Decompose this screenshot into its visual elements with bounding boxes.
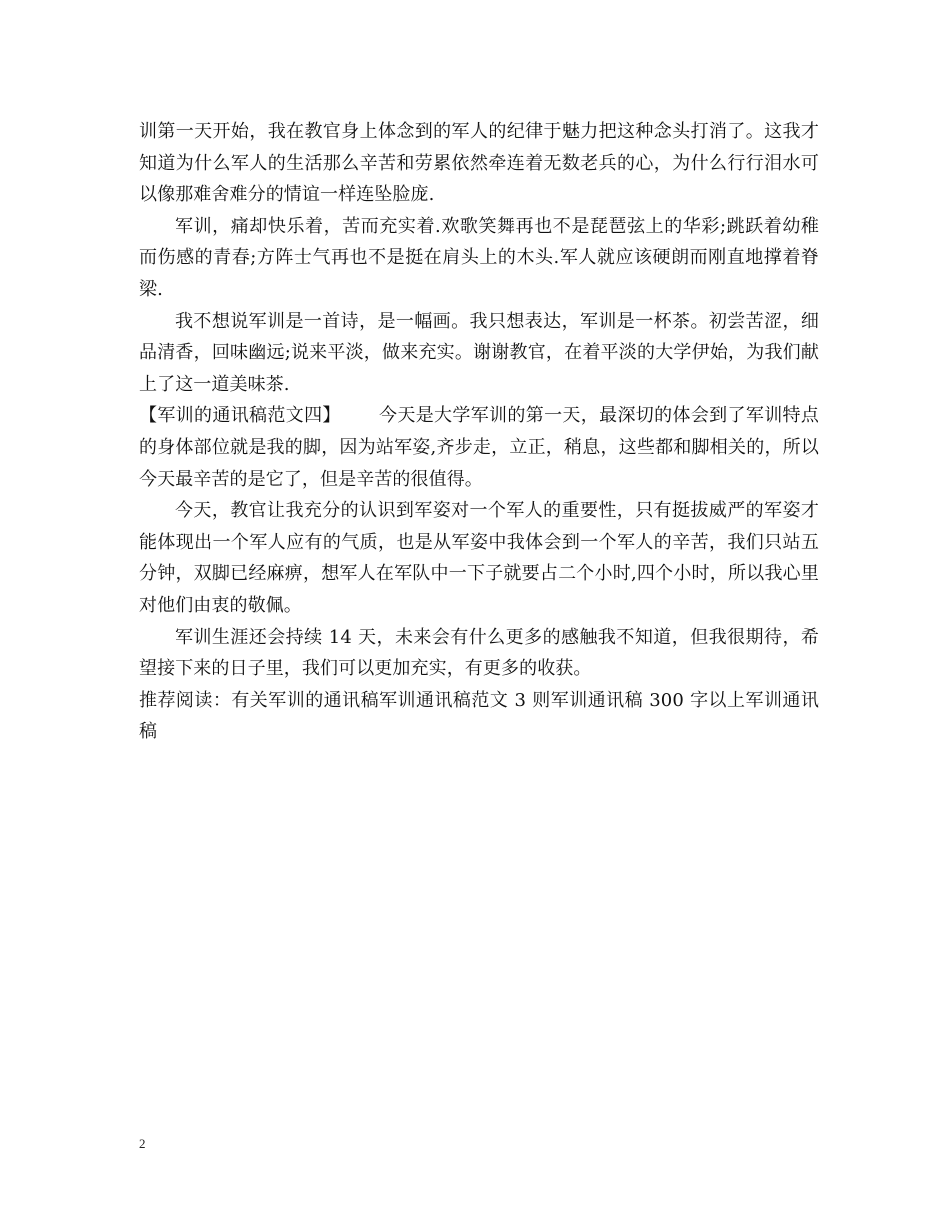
page-number: 2 — [139, 1136, 146, 1151]
paragraph-2: 军训，痛却快乐着，苦而充实着.欢歌笑舞再也不是琵琶弦上的华彩;跳跃着幼稚而伤感的青春;方阵士气再也不是挺在肩头上的木头.军人就应该硬朗而刚直地撑着脊梁. — [139, 215, 819, 300]
recommended-reading: 推荐阅读：有关军训的通讯稿军训通讯稿范文 3 则军训通讯稿 300 字以上军训通讯稿 — [139, 689, 819, 743]
section-four-paragraph — [139, 400, 819, 495]
document-body — [139, 116, 819, 748]
paragraph-1: 训第一天开始，我在教官身上体念到的军人的纪律于魅力把这种念头打消了。这我才知道为什么军人的生活那么辛苦和劳累依然牵连着无数老兵的心，为什么行行泪水可以像那难舍难分的情谊一样连坠脸庞. — [139, 121, 819, 206]
paragraph-5: 今天，教官让我充分的认识到军姿对一个军人的重要性，只有挺拔威严的军姿才能体现出一个军人应有的气质，也是从军姿中我体会到一个军人的辛苦，我们只站五分钟，双脚已经麻痹，想军人在军队中一下子就要占二个小时,四个小时，所以我心里对他们由衷的敬佩。 — [139, 500, 819, 616]
paragraph-6: 军训生涯还会持续 14 天，未来会有什么更多的感触我不知道，但我很期待，希望接下来的日子里，我们可以更加充实，有更多的收获。 — [139, 626, 819, 680]
section-four-heading: 【军训的通讯稿范文四】 — [139, 405, 341, 427]
paragraph-3: 我不想说军训是一首诗，是一幅画。我只想表达，军训是一杯茶。初尝苦涩，细品清香，回味幽远;说来平淡，做来充实。谢谢教官，在着平淡的大学伊始，为我们献上了这一道美味茶. — [139, 310, 819, 395]
section-four-first-text: 今天是大学军训的第一天，最深切的体会到了军训特点的身体部位就是我的脚，因为站军姿,齐步走，立正，稍息，这些都和脚相关的，所以今天最辛苦的是它了，但是辛苦的很值得。 — [139, 405, 819, 490]
